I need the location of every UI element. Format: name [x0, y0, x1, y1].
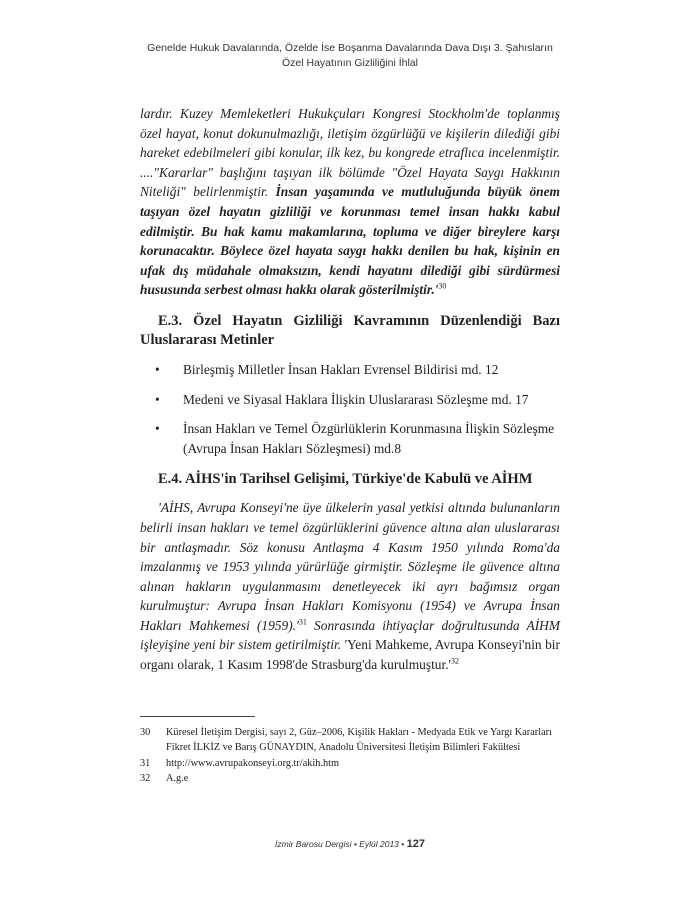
running-footer	[250, 838, 450, 850]
footnote-ref-31[interactable]: 31	[298, 617, 307, 627]
footnote-31	[140, 756, 560, 771]
list-item	[140, 419, 560, 458]
footnote-30	[140, 725, 560, 756]
footnote-text: A.g.e	[166, 773, 189, 785]
page-number: 127	[406, 838, 425, 850]
list-item	[140, 390, 560, 410]
footnote-divider	[140, 716, 255, 717]
bullet-icon: •	[155, 361, 160, 377]
footnote-number: 31	[140, 757, 151, 769]
journal-name: İzmir Barosu Dergisi • Eylül 2013 •	[275, 839, 405, 849]
section-heading-e3: E.3. Özel Hayatın Gizliliği Kavramının Düzenlendiği Bazı Uluslararası Metinler	[140, 312, 560, 348]
footnote-ref-30[interactable]: 30	[438, 281, 447, 291]
section-heading-e4: E.4. AİHS'in Tarihsel Gelişimi, Türkiye'de Kabulü ve AİHM	[158, 471, 533, 488]
international-texts-list	[140, 360, 560, 458]
running-header	[120, 41, 580, 71]
aihs-paragraph	[140, 498, 560, 674]
aihs-normal-text: 'Yeni Mahkeme, Avrupa Konseyi'nin bir organı olarak, 1 Kasım 1998'de Strasburg'da kurulmuştur.'	[140, 637, 560, 673]
intro-italic-text: lardır. Kuzey Memleketleri Hukukçuları Kongresi Stockholm'de toplanmış özel hayat, konut dokunulmazlığı, iletişim özgürlüğü ve kişilerin dilediği gibi hareket edebilmeleri gibi konular, ilk kez, bu kongrede etraflıca incelenmiştir. ...."Kararlar" başlığını taşıyan ilk bölümde "Özel Hayata Saygı Hakkının Niteliği" belirlenmiştir.	[140, 106, 560, 200]
bullet-icon: •	[155, 421, 160, 437]
main-content	[140, 104, 560, 675]
running-header-line-1: Genelde Hukuk Davalarında, Özelde İse Boşanma Davalarında Dava Dışı 3. Şahısların	[147, 42, 553, 54]
aihs-italic-text-2: Sonrasında ihtiyaçlar doğrultusunda AİHM işleyişine yeni bir sistem getirilmiştir.	[140, 617, 560, 653]
bullet-icon: •	[155, 391, 160, 407]
footnote-number: 32	[140, 773, 151, 785]
footnote-text: Küresel İletişim Dergisi, sayı 2, Güz–2006, Kişilik Hakları - Medyada Etik ve Yargı Kararları Fikret İLKİZ ve Barış GÜNAYDIN, Anadolu Üniversitesi İletişim Bilimleri Fakültesi	[166, 727, 552, 754]
footnote-link[interactable]: http://www.avrupakonseyi.org.tr/akih.htm	[166, 757, 340, 769]
aihs-italic-text: 'AİHS, Avrupa Konseyi'ne üye ülkelerin yasal yetkisi altında bulunanların belirli insan hakları ve temel özgürlüklerini güvence altına alan uluslararası bir antlaşmadır. Söz konusu Antlaşma 4 Kasım 1950 yılında Roma'da imzalanmış ve 1953 yılında yürürlüğe girmiştir. Sözleşme ile güvence altına alınan hakların uygulanmasını denetleyecek iki ayrı bağımsız organ kurulmuştur: Avrupa İnsan Hakları Komisyonu (1954) ve Avrupa İnsan Hakları Mahkemesi (1959).'	[140, 500, 560, 633]
running-header-line-2: Özel Hayatının Gizliliğini İhlal	[282, 57, 418, 69]
footnote-32	[140, 771, 560, 786]
intro-bold-text: İnsan yaşamında ve mutluluğunda büyük önem taşıyan özel hayatın gizliliği ve korunması temel insan hakkı kabul edilmiştir. Bu hak kamu makamlarına, topluma ve diğer bireylere karşı korunacaktır. Böylece özel hayata saygı hakkı denilen bu hak, kişinin en ufak dış müdahale olmaksızın, kendi hayatını dilediği gibi sürdürmesi hususunda serbest olması hakkı olarak gösterilmiştir.'	[140, 184, 560, 298]
list-item-text: İnsan Hakları ve Temel Özgürlüklerin Korunmasına İlişkin Sözleşme (Avrupa İnsan Hakları Sözleşmesi) md.8	[183, 421, 555, 456]
footnotes	[140, 725, 560, 787]
footnote-number: 30	[140, 727, 151, 738]
intro-paragraph	[140, 104, 560, 300]
footnote-ref-32[interactable]: 32	[450, 656, 459, 666]
list-item-text: Birleşmiş Milletler İnsan Hakları Evrensel Bildirisi md. 12	[183, 361, 499, 377]
list-item-text: Medeni ve Siyasal Haklara İlişkin Uluslararası Sözleşme md. 17	[183, 391, 529, 407]
list-item	[140, 360, 560, 380]
